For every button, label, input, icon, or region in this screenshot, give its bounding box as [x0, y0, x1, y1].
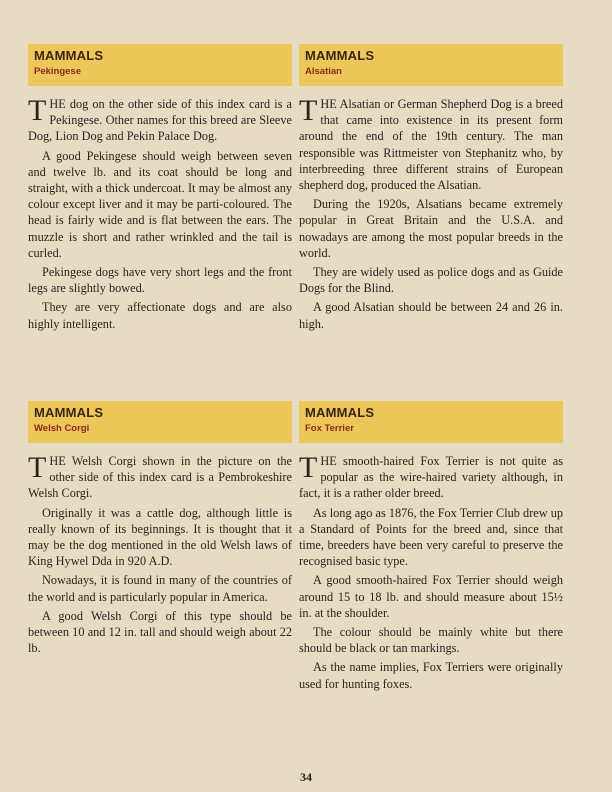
category-label: MAMMALS: [305, 48, 375, 63]
drop-cap: T: [28, 451, 47, 484]
paragraph: They are widely used as police dogs and as Guide Dogs for the Blind.: [299, 265, 563, 296]
category-label: MAMMALS: [34, 405, 104, 420]
card-header: [28, 44, 292, 86]
paragraph: They are very affectionate dogs and are also highly intelligent.: [28, 300, 292, 331]
paragraph: A good Welsh Corgi of this type should be between 10 and 12 in. tall and should weigh about 22 lb.: [28, 608, 292, 656]
card-body: [28, 443, 292, 656]
paragraph: THE Alsatian or German Shepherd Dog is a breed that came into existence in its present form around the end of the 19th century. The man responsible was Rittmeister von Stephanitz who, by interbreeding three different strains of European shepherd dog, produced the Alsatian.: [299, 94, 563, 193]
card-body: [299, 86, 563, 332]
card-header: [299, 401, 563, 443]
paragraph: Nowadays, it is found in many of the countries of the world and is particularly popular in America.: [28, 573, 292, 604]
category-label: MAMMALS: [34, 48, 104, 63]
card-body: [299, 443, 563, 692]
drop-cap: T: [28, 94, 47, 127]
card-alsatian: [299, 44, 563, 335]
paragraph: During the 1920s, Alsatians became extremely popular in Great Britain and the U.S.A. and nowadays are among the most popular breeds in the world.: [299, 197, 563, 260]
drop-cap: T: [299, 94, 318, 127]
drop-cap: T: [299, 451, 318, 484]
card-fox-terrier: [299, 401, 563, 695]
paragraph: THE dog on the other side of this index card is a Pekingese. Other names for this breed are Sleeve Dog, Lion Dog and Pekin Palace Dog.: [28, 94, 292, 144]
card-header: [28, 401, 292, 443]
breed-label: Pekingese: [34, 66, 81, 77]
paragraph: Originally it was a cattle dog, although little is really known of its beginnings. It is thought that it may be the dog mentioned in the old Welsh laws of King Hywel Dda in 920 A.D.: [28, 505, 292, 569]
breed-label: Alsatian: [305, 66, 342, 77]
paragraph: A good Pekingese should weigh between seven and twelve lb. and its coat should be long and straight, with a thick undercoat. It may be almost any colour except liver and it may be parti-coloured. The head is fairly wide and is flat between the ears. The muzzle is short and rather wrinkled and the tail is curled.: [28, 148, 292, 260]
card-pekingese: [28, 44, 292, 335]
paragraph: THE Welsh Corgi shown in the picture on the other side of this index card is a Pembrokeshire Welsh Corgi.: [28, 451, 292, 501]
paragraph: A good Alsatian should be between 24 and 26 in. high.: [299, 300, 563, 331]
card-welsh-corgi: [28, 401, 292, 659]
breed-label: Fox Terrier: [305, 423, 354, 434]
category-label: MAMMALS: [305, 405, 375, 420]
card-body: [28, 86, 292, 332]
paragraph: Pekingese dogs have very short legs and the front legs are slightly bowed.: [28, 265, 292, 296]
paragraph: As long ago as 1876, the Fox Terrier Club drew up a Standard of Points for the breed and, since that time, breeders have been very careful to preserve the recognised basic type.: [299, 505, 563, 569]
page-number: 34: [300, 770, 312, 784]
breed-label: Welsh Corgi: [34, 423, 90, 434]
paragraph: The colour should be mainly white but there should be black or tan markings.: [299, 625, 563, 656]
paragraph: As the name implies, Fox Terriers were originally used for hunting foxes.: [299, 660, 563, 691]
card-header: [299, 44, 563, 86]
paragraph: THE smooth-haired Fox Terrier is not quite as popular as the wire-haired variety although, in fact, it is a rather older breed.: [299, 451, 563, 501]
paragraph: A good smooth-haired Fox Terrier should weigh around 15 to 18 lb. and should measure about 15½ in. at the shoulder.: [299, 573, 563, 620]
